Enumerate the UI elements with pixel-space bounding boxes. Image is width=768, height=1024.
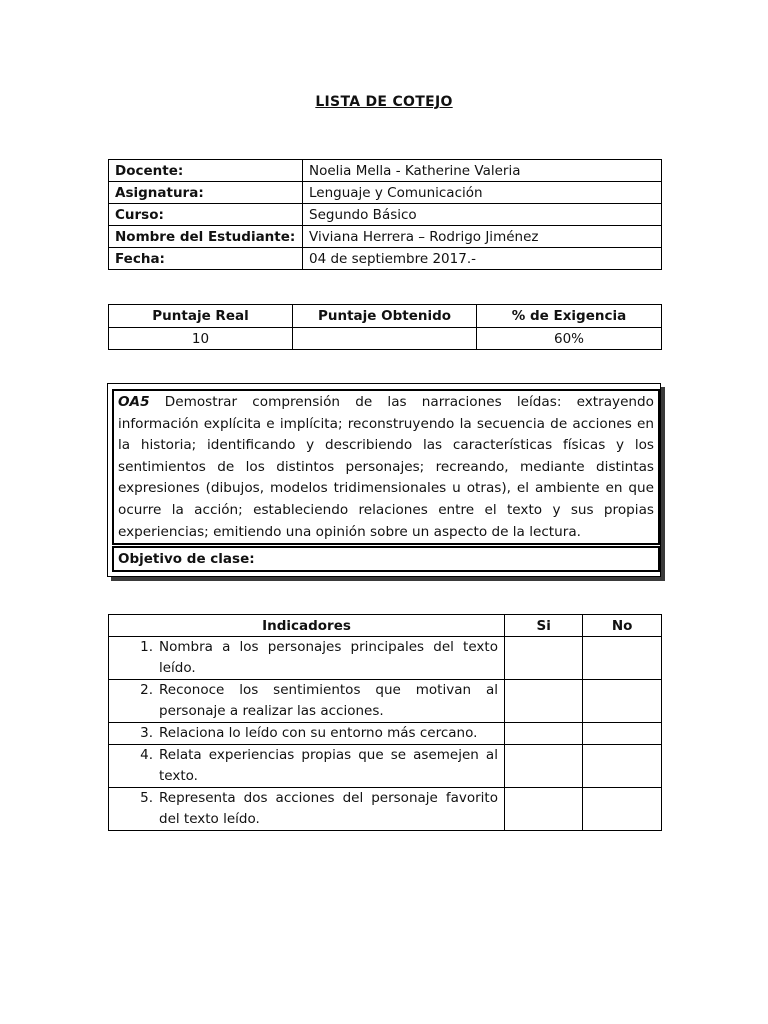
class-objective-field [112, 546, 660, 572]
no-checkbox-cell[interactable] [583, 637, 662, 680]
indicators-header: Indicadores [109, 615, 505, 637]
indicator-text: Reconoce los sentimientos que motivan al personaje a realizar las acciones. [159, 682, 498, 719]
table-row [109, 182, 662, 204]
indicator-text: Relata experiencias propias que se asemejen al texto. [159, 747, 498, 784]
table-row [109, 723, 662, 745]
indicator-cell [109, 788, 505, 831]
indicator-text: Relaciona lo leído con su entorno más cercano. [159, 725, 478, 741]
table-row [109, 745, 662, 788]
indicator-cell [109, 637, 505, 680]
indicators-table [108, 614, 662, 831]
indicator-text: Nombra a los personajes principales del texto leído. [159, 639, 498, 676]
obtained-score-header: Puntaje Obtenido [293, 305, 477, 328]
table-row [109, 637, 662, 680]
indicator-number: 1. [140, 639, 153, 655]
info-table [108, 159, 662, 270]
teacher-value: Noelia Mella - Katherine Valeria [303, 160, 662, 182]
requirement-percent-header: % de Exigencia [477, 305, 662, 328]
objective-text: Demostrar comprensión de las narraciones leídas: extrayendo información explícita e implícita; reconstruyendo la secuencia de acciones en la historia; identificando y describiendo las características físicas y los sentimientos de los distintos personajes; recreando, mediante distintas expresiones (dibujos, modelos tridimensionales u otras), el ambiente en que ocurre la acción; estableciendo relaciones entre el texto y sus propias experiencias; emitiendo una opinión sobre un aspecto de la lectura. [118, 394, 654, 540]
subject-value: Lenguaje y Comunicación [303, 182, 662, 204]
table-row [109, 226, 662, 248]
yes-header: Si [504, 615, 582, 637]
table-row [109, 204, 662, 226]
indicator-number: 2. [140, 682, 153, 698]
no-checkbox-cell[interactable] [583, 745, 662, 788]
objective-code: OA5 [118, 394, 150, 410]
date-label: Fecha: [109, 248, 303, 270]
indicator-cell [109, 745, 505, 788]
requirement-percent-value: 60% [477, 328, 662, 350]
subject-label: Asignatura: [109, 182, 303, 204]
yes-checkbox-cell[interactable] [504, 637, 582, 680]
yes-checkbox-cell[interactable] [504, 745, 582, 788]
table-header-row [109, 305, 662, 328]
real-score-header: Puntaje Real [109, 305, 293, 328]
yes-checkbox-cell[interactable] [504, 788, 582, 831]
page-title: LISTA DE COTEJO [315, 94, 453, 110]
real-score-value: 10 [109, 328, 293, 350]
yes-checkbox-cell[interactable] [504, 680, 582, 723]
student-name-label: Nombre del Estudiante: [109, 226, 303, 248]
indicator-number: 3. [140, 725, 153, 741]
learning-objective-text-box [112, 389, 660, 545]
indicator-number: 5. [140, 790, 153, 806]
course-label: Curso: [109, 204, 303, 226]
indicator-text: Representa dos acciones del personaje favorito del texto leído. [159, 790, 498, 827]
table-row [109, 680, 662, 723]
indicator-cell [109, 680, 505, 723]
class-objective-label: Objetivo de clase: [118, 551, 255, 567]
table-row [109, 248, 662, 270]
learning-objective-box [107, 383, 661, 577]
student-name-value: Viviana Herrera – Rodrigo Jiménez [303, 226, 662, 248]
table-row [109, 160, 662, 182]
table-header-row [109, 615, 662, 637]
table-row [109, 328, 662, 350]
yes-checkbox-cell[interactable] [504, 723, 582, 745]
course-value: Segundo Básico [303, 204, 662, 226]
no-checkbox-cell[interactable] [583, 723, 662, 745]
score-table [108, 304, 662, 350]
teacher-label: Docente: [109, 160, 303, 182]
no-checkbox-cell[interactable] [583, 788, 662, 831]
no-header: No [583, 615, 662, 637]
indicator-number: 4. [140, 747, 153, 763]
indicator-cell [109, 723, 505, 745]
table-row [109, 788, 662, 831]
date-value: 04 de septiembre 2017.- [303, 248, 662, 270]
obtained-score-value [293, 328, 477, 350]
no-checkbox-cell[interactable] [583, 680, 662, 723]
